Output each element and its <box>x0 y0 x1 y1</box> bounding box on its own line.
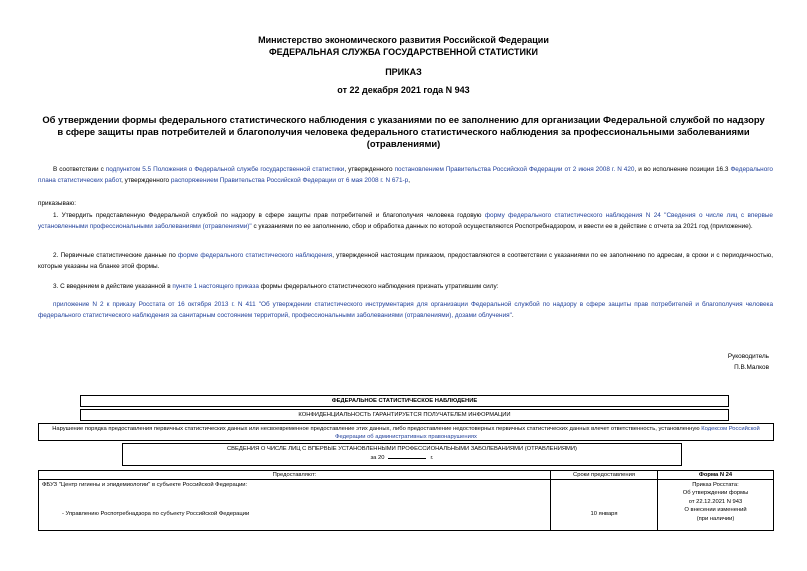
preamble-text: , утвержденного <box>344 166 395 173</box>
signer-name: П.В.Малков <box>734 363 769 371</box>
item-3-paragraph <box>38 282 773 293</box>
item-text: 2. Первичные статистические данные по <box>53 252 178 259</box>
year-blank <box>388 458 426 459</box>
report-year-line <box>123 454 681 463</box>
order-word: приказываю: <box>38 200 76 207</box>
warning-box <box>38 423 774 441</box>
item-1-paragraph <box>38 211 773 232</box>
table-row <box>39 480 774 531</box>
issuer-block <box>0 34 807 58</box>
recipient-org: - Управлению Роспотребнадзора по субъекту Российской Федерации <box>62 511 250 517</box>
item-text: 1. Утвердить представленную Федеральной службой по надзору в сфере защиты прав потребителей и благополучия человека годовую <box>53 212 485 219</box>
doc-type: ПРИКАЗ <box>385 67 422 77</box>
deadline-value: 10 января <box>590 511 618 517</box>
fso-box: ФЕДЕРАЛЬНОЕ СТАТИСТИЧЕСКОЕ НАБЛЮДЕНИЕ <box>80 395 729 407</box>
year-suffix: г. <box>430 455 434 461</box>
item-2-paragraph <box>38 251 773 272</box>
link-annex-order-411[interactable]: приложение N 2 к приказу Росстата от 16 октября 2013 г. N 411 "Об утверждении статистического инструментария для организации Федеральной службой по надзору в сфере защиты прав потребителей и благополучия человека федерального статистического наблюдения за санитарным состоянием территорий, профессиональными заболеваниями (отравлениями), дозами облучения" <box>38 301 773 319</box>
annex-paragraph <box>38 300 773 321</box>
signature-block <box>728 352 769 373</box>
link-form-24[interactable]: форму федерального статистического наблюдения N 24 "Сведения о числе лиц с впервые установленными профессиональными заболеваниями (отравлениями)" <box>38 212 773 230</box>
submitter-cell <box>39 480 551 531</box>
preamble-text: В соответствии с <box>53 166 106 173</box>
item-text: с указаниями по ее заполнению, сбор и обработка данных по которой осуществляются Роспотребнадзором, и ввести ее в действие с отчета за 2021 год (приложение). <box>251 222 753 230</box>
report-title-box <box>122 443 682 466</box>
link-federal-plan[interactable]: Федерального плана статистических работ <box>38 166 773 184</box>
annex-end: . <box>511 311 514 319</box>
year-prefix: за 20 <box>370 455 385 461</box>
preamble-text: , <box>408 176 410 184</box>
link-form[interactable]: форме федерального статистического наблюдения <box>177 252 333 259</box>
amend-line-2: (при наличии) <box>696 515 735 522</box>
col-form-number: Форма N 24 <box>658 471 774 480</box>
preamble-text: , утвержденного <box>121 176 171 184</box>
order-line-2: Об утверждении формы <box>682 490 749 497</box>
preamble-text: , и во исполнение позиции 16.3 <box>634 166 731 173</box>
signer-role: Руководитель <box>727 353 769 360</box>
ministry-name: Министерство экономического развития Российской Федерации <box>258 35 549 45</box>
order-line-3: от 22.12.2021 N 943 <box>688 498 743 505</box>
link-administrative-code[interactable]: Кодексом Российской Федерации об административных правонарушениях <box>335 426 760 440</box>
amend-line-1: О внесении изменений <box>684 507 747 514</box>
preamble-paragraph <box>38 165 773 186</box>
order-line-1: Приказ Росстата: <box>692 482 739 488</box>
link-government-decree[interactable]: постановлением Правительства Российской Федерации от 2 июня 2008 г. N 420 <box>394 166 635 173</box>
confidentiality-box: КОНФИДЕНЦИАЛЬНОСТЬ ГАРАНТИРУЕТСЯ ПОЛУЧАТЕЛЕМ ИНФОРМАЦИИ <box>80 409 729 421</box>
item-text: формы федерального статистического наблюдения признать утратившим силу: <box>258 283 499 290</box>
warning-text: Нарушение порядка предоставления первичных статистических данных или несвоевременное предоставление этих данных, либо предоставление недостоверных первичных статистических данных влечет ответственность, установленную <box>52 426 702 432</box>
submitter-org: ФБУЗ "Центр гигиены и эпидемиологии" в субъекте Российской Федерации: <box>42 482 248 488</box>
report-title: СВЕДЕНИЯ О ЧИСЛЕ ЛИЦ С ВПЕРВЫЕ УСТАНОВЛЕННЫМИ ПРОФЕССИОНАЛЬНЫМИ ЗАБОЛЕВАНИЯМИ (ОТРАВЛЕНИЯМИ) <box>227 446 577 452</box>
link-government-order[interactable]: распоряжением Правительства Российской Федерации от 6 мая 2008 г. N 671-р <box>170 176 409 184</box>
form-submission-table <box>38 470 774 531</box>
item-text: , утвержденной настоящим приказом, предоставляются в соответствии с указаниями по ее заполнению по адресам, в сроки и с периодичностью, которые указаны на бланке этой формы. <box>38 252 773 270</box>
deadline-cell <box>551 480 658 531</box>
item-text: 3. С введением в действие указанной в <box>53 283 173 290</box>
col-deadline: Сроки предоставления <box>551 471 658 480</box>
link-regulation[interactable]: подпунктом 5.5 Положения о Федеральной службе государственной статистики <box>105 166 345 173</box>
table-header-row <box>39 471 774 480</box>
service-name: ФЕДЕРАЛЬНАЯ СЛУЖБА ГОСУДАРСТВЕННОЙ СТАТИСТИКИ <box>269 47 538 57</box>
link-item-1[interactable]: пункте 1 настоящего приказа <box>172 283 259 290</box>
col-submitters: Предоставляют: <box>39 471 551 480</box>
form-order-cell <box>658 480 774 531</box>
doc-title: Об утверждении формы федерального статистического наблюдения с указаниями по ее заполнению для организации Федеральной службой по надзору в сфере защиты прав потребителей и благополучия человека федерального статистического наблюдения за профессиональными заболеваниями (отравлениями) <box>42 114 765 149</box>
doc-date: от 22 декабря 2021 года N 943 <box>337 85 470 95</box>
